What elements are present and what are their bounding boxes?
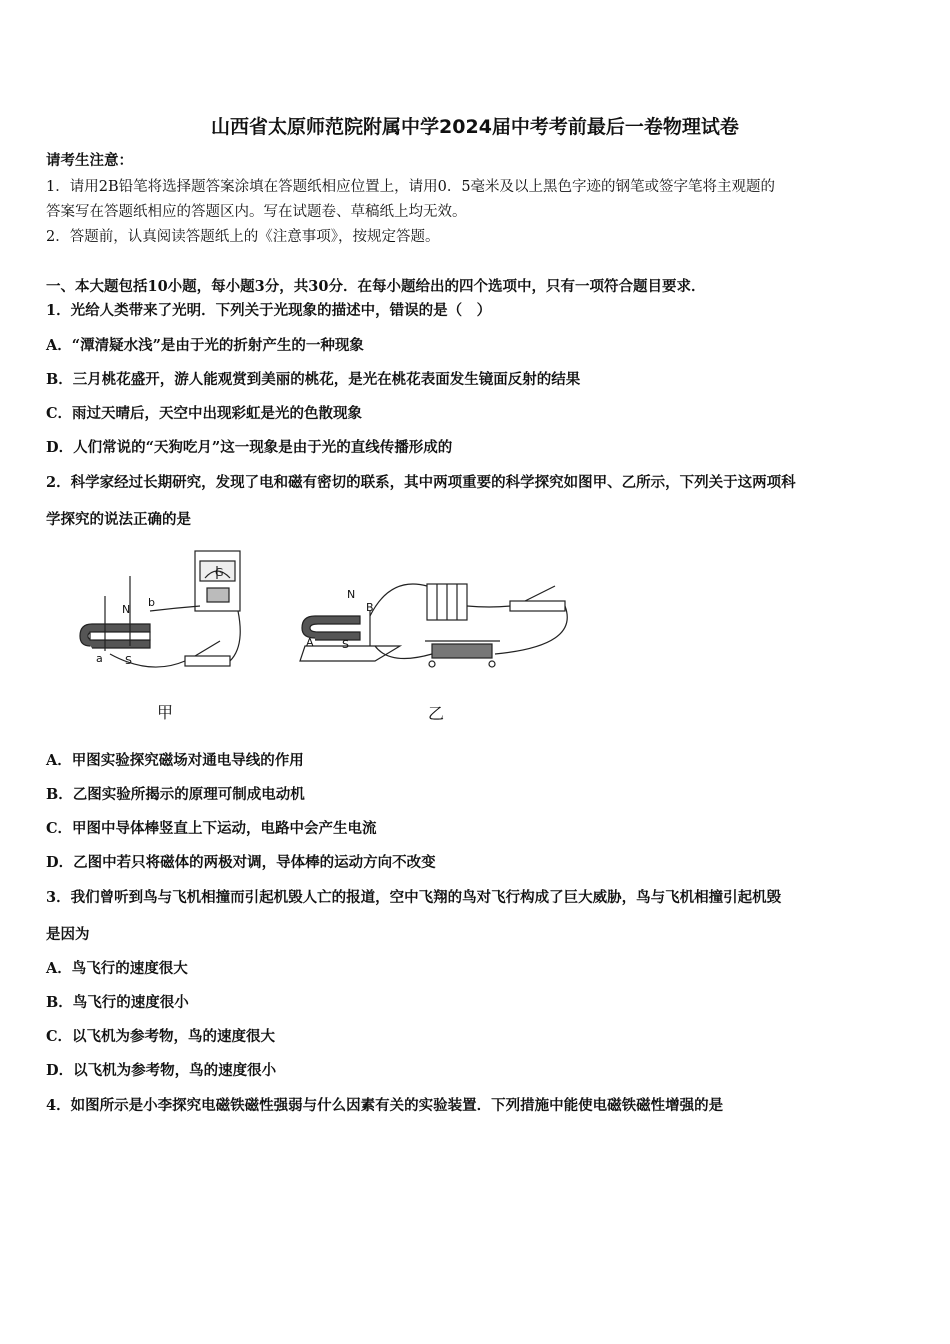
section-heading: 一、本大题包括10小题，每小题3分，共30分．在每小题给出的四个选项中，只有一项符合题目要求． bbox=[46, 278, 706, 295]
q1-option-d: D．人们常说的“天狗吃月”这一现象是由于光的直线传播形成的 bbox=[46, 439, 453, 456]
exam-title: 山西省太原师范院附属中学2024届中考考前最后一卷物理试卷 bbox=[211, 116, 739, 138]
q2-option-c: C．甲图中导体棒竖直上下运动，电路中会产生电流 bbox=[46, 820, 377, 837]
q1-option-c: C．雨过天晴后，天空中出现彩虹是光的色散现象 bbox=[46, 405, 363, 422]
caption-yi: 乙 bbox=[428, 704, 445, 723]
q2-figure bbox=[70, 546, 590, 686]
notice-item-1: 1．请用2B铅笔将选择题答案涂填在答题纸相应位置上，请用0．5毫米及以上黑色字迹的钢笔或签字笔将主观题的 bbox=[46, 179, 776, 195]
label-s2: S bbox=[342, 638, 349, 651]
notice-item-1-cont: 答案写在答题纸相应的答题区内。写在试题卷、草稿纸上均无效。 bbox=[46, 204, 467, 220]
q3-stem-cont: 是因为 bbox=[46, 926, 90, 943]
q1-option-a: A．“潭清疑水浅”是由于光的折射产生的一种现象 bbox=[46, 337, 364, 354]
q3-option-c: C．以飞机为参考物，鸟的速度很大 bbox=[46, 1028, 276, 1045]
q1-stem: 1．光给人类带来了光明．下列关于光现象的描述中，错误的是（ ） bbox=[46, 302, 492, 319]
q3-option-d: D．以飞机为参考物，鸟的速度很小 bbox=[46, 1062, 277, 1079]
label-a1: a bbox=[96, 652, 103, 665]
q4-stem: 4．如图所示是小李探究电磁铁磁性强弱与什么因素有关的实验装置．下列措施中能使电磁铁磁性增强的是 bbox=[46, 1097, 724, 1114]
label-b1: b bbox=[148, 596, 155, 609]
notice-heading: 请考生注意： bbox=[46, 152, 133, 169]
figure-yi bbox=[300, 584, 567, 667]
q2-stem: 2．科学家经过长期研究，发现了电和磁有密切的联系，其中两项重要的科学探究如图甲、乙所示，下列关于这两项科 bbox=[46, 474, 796, 491]
q3-option-b: B．鸟飞行的速度很小 bbox=[46, 994, 189, 1011]
q2-option-d: D．乙图中若只将磁体的两极对调，导体棒的运动方向不改变 bbox=[46, 854, 436, 871]
q2-option-a: A．甲图实验探究磁场对通电导线的作用 bbox=[46, 752, 304, 769]
label-b2: B bbox=[366, 601, 374, 614]
label-n1: N bbox=[122, 603, 131, 616]
q2-option-b: B．乙图实验所揭示的原理可制成电动机 bbox=[46, 786, 305, 803]
notice-item-2: 2．答题前，认真阅读答题纸上的《注意事项》，按规定答题。 bbox=[46, 229, 440, 245]
label-g: G bbox=[215, 566, 224, 579]
q1-option-b: B．三月桃花盛开，游人能观赏到美丽的桃花，是光在桃花表面发生镜面反射的结果 bbox=[46, 371, 581, 388]
label-a2: A bbox=[306, 636, 314, 649]
caption-jia: 甲 bbox=[157, 703, 174, 722]
q2-stem-cont: 学探究的说法正确的是 bbox=[46, 511, 191, 528]
label-s1: S bbox=[125, 654, 132, 667]
label-n2: N bbox=[347, 588, 356, 601]
q3-option-a: A．鸟飞行的速度很大 bbox=[46, 960, 188, 977]
q3-stem: 3．我们曾听到鸟与飞机相撞而引起机毁人亡的报道，空中飞翔的鸟对飞行构成了巨大威胁，鸟与飞机相撞引起机毁 bbox=[46, 889, 782, 906]
